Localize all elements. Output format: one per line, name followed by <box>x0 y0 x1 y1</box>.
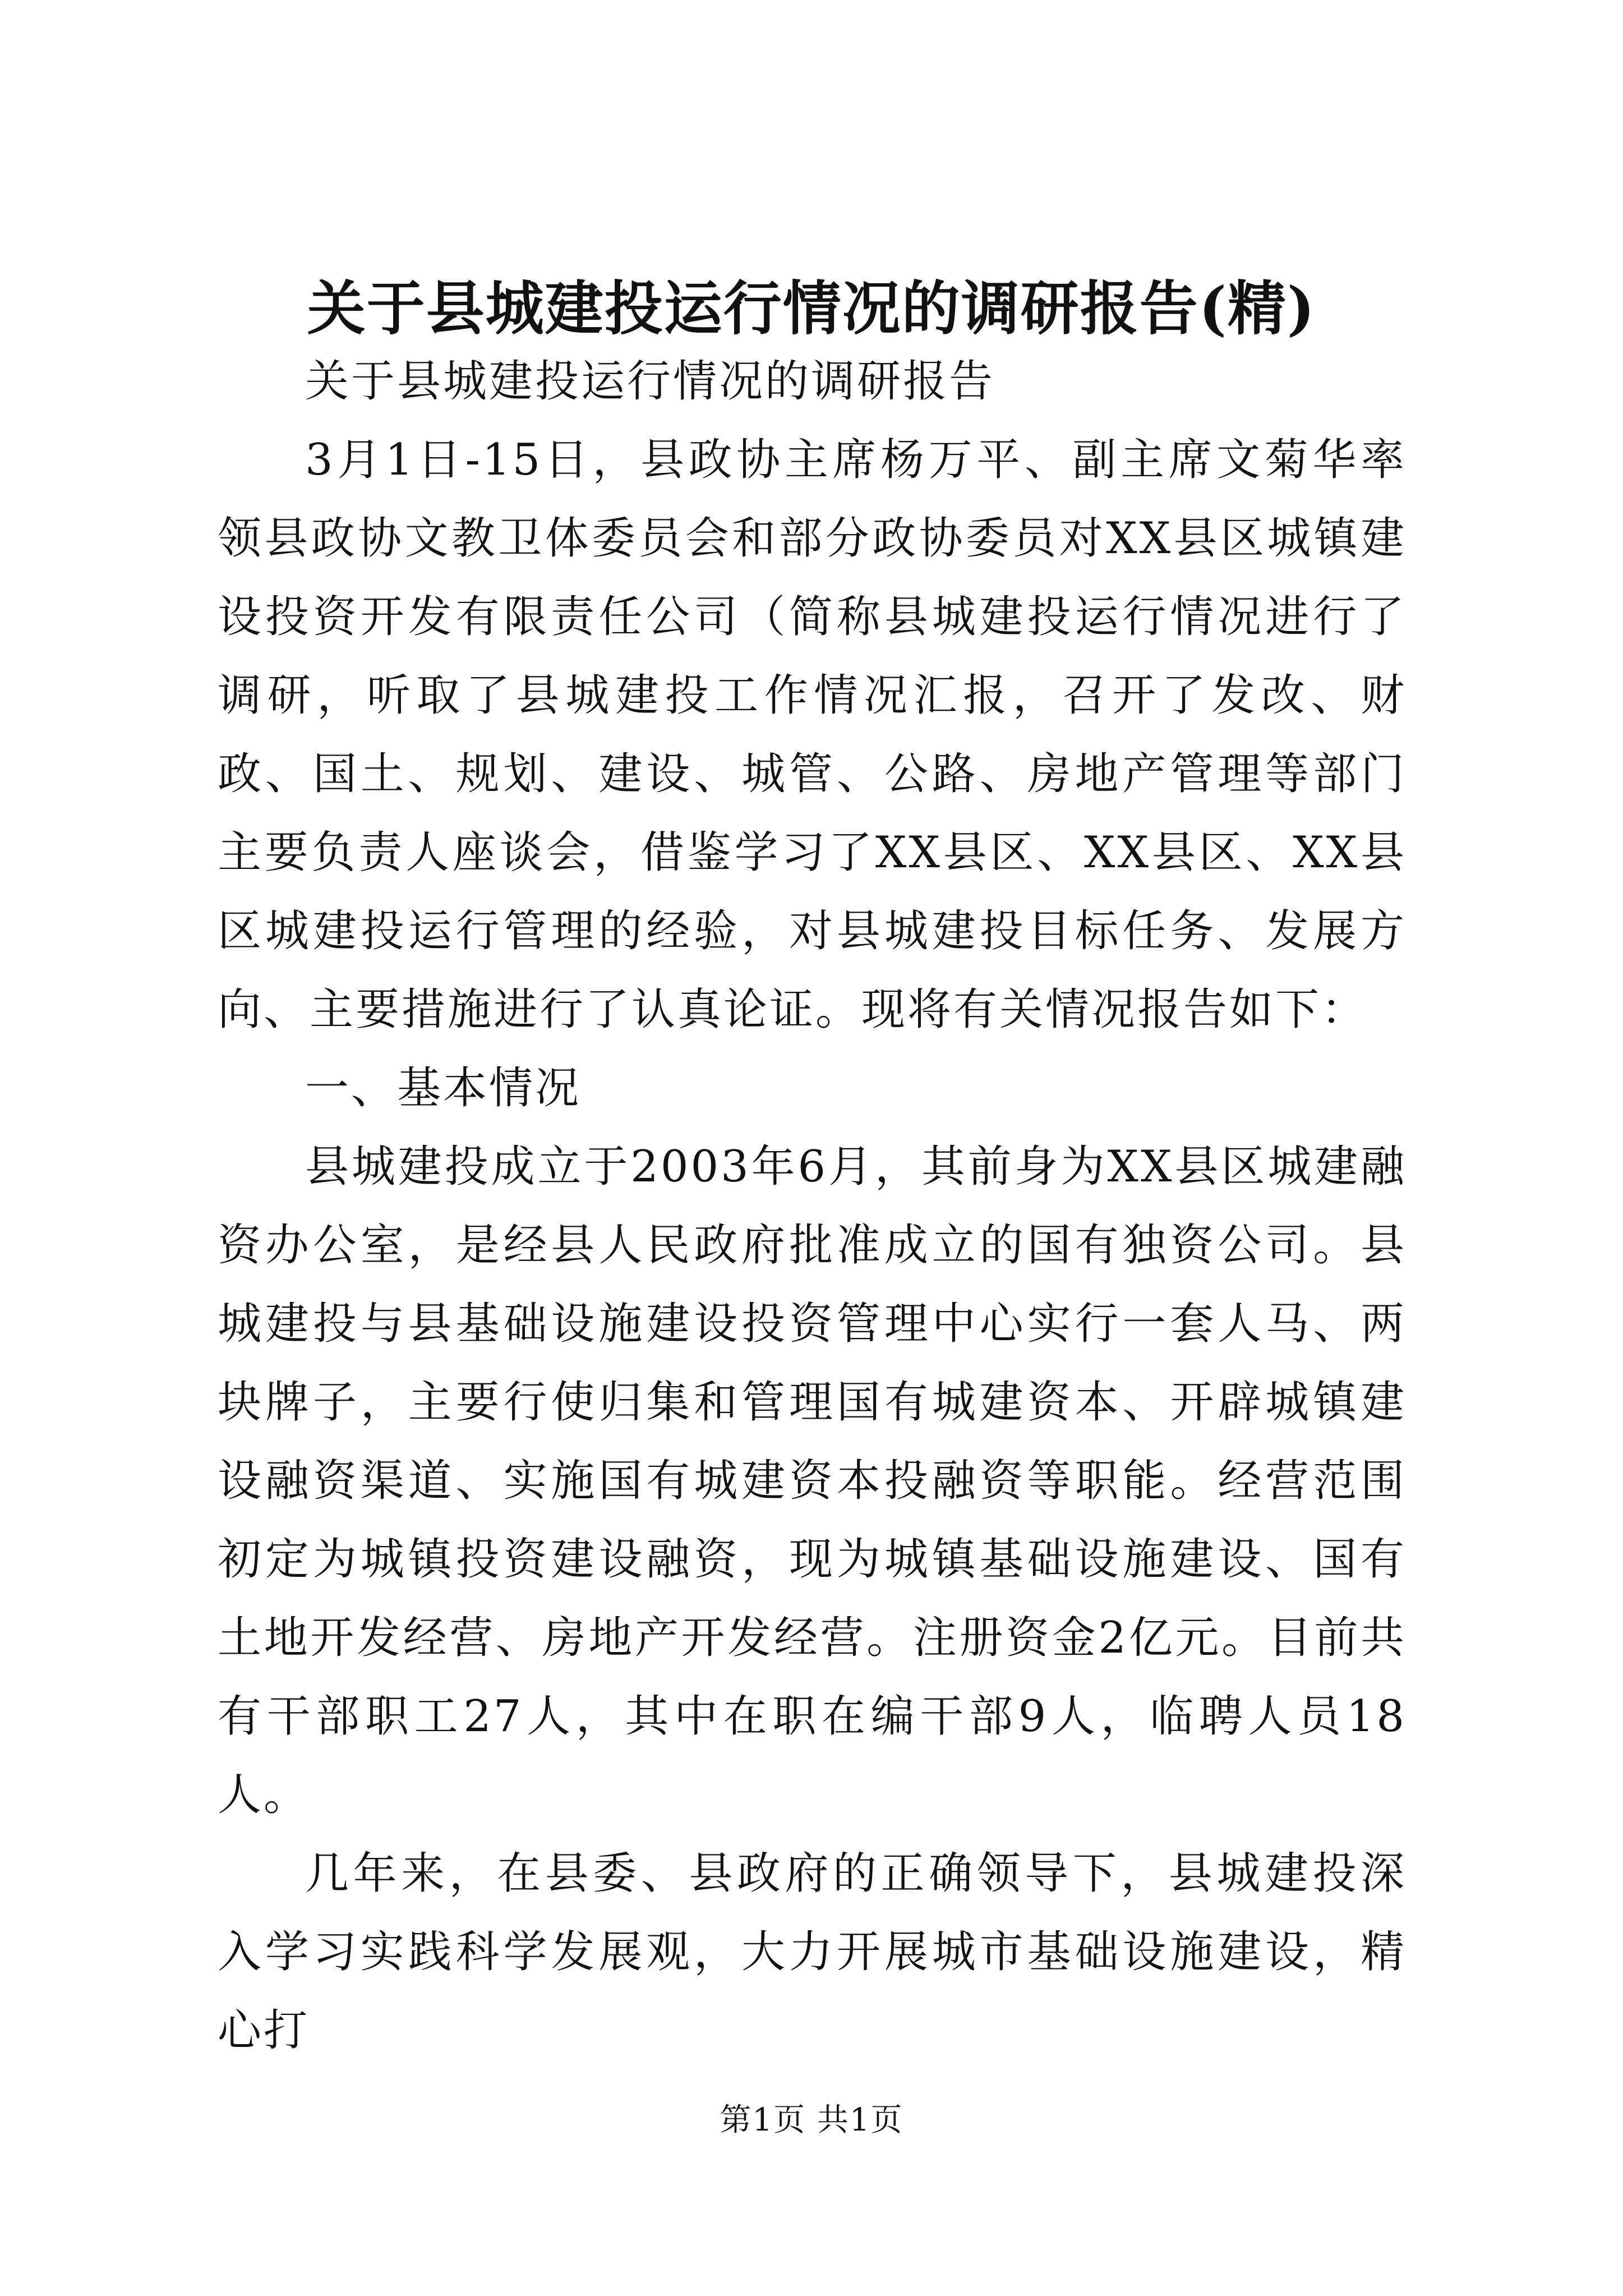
intro-paragraph: 3月1日-15日，县政协主席杨万平、副主席文菊华率领县政协文教卫体委员会和部分政协委员对XX县区城镇建设投资开发有限责任公司（简称县城建投运行情况进行了调研，听取了县城建投工作情况汇报，召开了发改、财政、国土、规划、建设、城管、公路、房地产管理等部门主要负责人座谈会，借鉴学习了XX县区、XX县区、XX县区城建投运行管理的经验，对县城建投目标任务、发展方向、主要措施进行了认真论证。现将有关情况报告如下： <box>218 435 1407 1035</box>
progress-paragraph: 几年来，在县委、县政府的正确领导下，县城建投深入学习实践科学发展观，大力开展城市基础设施建设，精心打 <box>218 1848 1407 2056</box>
page-footer: 第1页 共1页 <box>720 2102 903 2138</box>
document-title: 关于县城建投运行情况的调研报告(精) <box>307 274 1316 343</box>
basic-info-paragraph: 县城建投成立于2003年6月，其前身为XX县区城建融资办公室，是经县人民政府批准成立的国有独资公司。县城建投与县基础设施建设投资管理中心实行一套人马、两块牌子，主要行使归集和管理国有城建资本、开辟城镇建设融资渠道、实施国有城建资本投融资等职能。经营范围初定为城镇投资建设融资，现为城镇基础设施建设、国有土地开发经营、房地产开发经营。注册资金2亿元。目前共有干部职工27人，其中在职在编干部9人，临聘人员18人。 <box>218 1142 1407 1820</box>
subtitle-paragraph: 关于县城建投运行情况的调研报告 <box>305 356 995 407</box>
document-body <box>218 342 1407 2070</box>
section-heading: 一、基本情况 <box>305 1063 582 1114</box>
